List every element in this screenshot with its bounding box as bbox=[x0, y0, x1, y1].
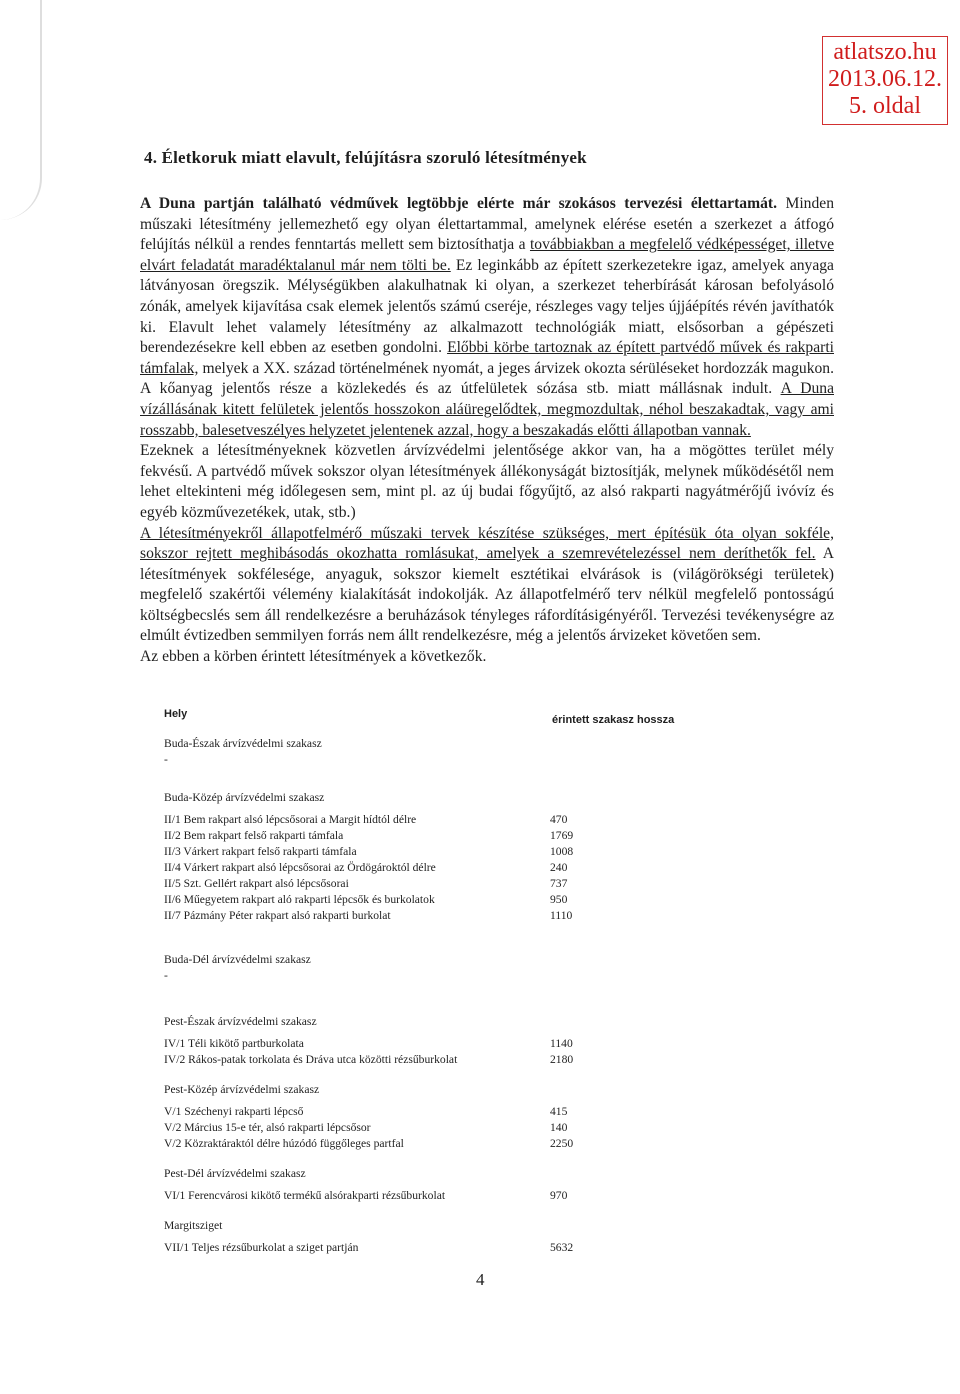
row-length: 737 bbox=[550, 877, 568, 890]
table-region bbox=[164, 736, 604, 768]
p1-text-c: melyek a XX. század történelmének nyomát, a jeges árvizek okozta sérüléseket hordozzák magukon. A kőanyag jelentős része a közlekedés és az útfelületek sózása stb. miatt mállásnak indult. bbox=[140, 359, 834, 398]
region-name: Margitsziget bbox=[164, 1219, 223, 1232]
table-region bbox=[164, 1218, 604, 1256]
page-edge-shadow bbox=[0, 0, 42, 220]
row-place: V/2 Közraktáraktól délre húzódó függőleges partfal bbox=[164, 1137, 404, 1150]
header-place: Hely bbox=[164, 708, 188, 720]
region-name: Pest-Dél árvízvédelmi szakasz bbox=[164, 1167, 306, 1180]
source-stamp bbox=[822, 36, 948, 125]
stamp-page: 5. oldal bbox=[849, 93, 921, 119]
row-place: II/7 Pázmány Péter rakpart alsó rakparti burkolat bbox=[164, 909, 391, 922]
row-length: 5632 bbox=[550, 1241, 574, 1254]
table-region bbox=[164, 1082, 604, 1152]
stamp-date: 2013.06.12. bbox=[828, 66, 942, 92]
region-name: Buda-Dél árvízvédelmi szakasz bbox=[164, 953, 311, 966]
table-region bbox=[164, 1166, 604, 1204]
row-place: V/2 Március 15-e tér, alsó rakparti lépcsősor bbox=[164, 1121, 371, 1134]
row-length: 240 bbox=[550, 861, 568, 874]
table-header bbox=[164, 706, 675, 726]
row-length: 970 bbox=[550, 1189, 568, 1202]
table-row bbox=[164, 1052, 604, 1068]
row-length: 1110 bbox=[550, 909, 573, 922]
row-place: II/4 Várkert rakpart alsó lépcsősorai az Ördögároktól délre bbox=[164, 861, 436, 874]
table-region bbox=[164, 952, 604, 984]
page-number: 4 bbox=[476, 1270, 485, 1289]
region-name: Pest-Közép árvízvédelmi szakasz bbox=[164, 1083, 320, 1096]
table-row bbox=[164, 892, 604, 908]
row-length: 1769 bbox=[550, 829, 574, 842]
table-row bbox=[164, 812, 604, 828]
table-row bbox=[164, 1036, 604, 1052]
section-title: 4. Életkoruk miatt elavult, felújításra szoruló létesítmények bbox=[144, 148, 587, 167]
facility-table bbox=[164, 706, 675, 1256]
table-row bbox=[164, 860, 604, 876]
row-length: 2180 bbox=[550, 1053, 574, 1066]
row-place: VII/1 Teljes rézsűburkolat a sziget partján bbox=[164, 1241, 359, 1254]
table-row bbox=[164, 876, 604, 892]
p1-text-a: Minden műszaki létesítmény jellemezhető egy olyan élettartammal, amelynek elérése esetén a szerkezet a átfogó felújítás nélkül a rendes fenntartás mellett sem biztosíthatja a bbox=[140, 195, 834, 254]
paragraph-3 bbox=[140, 524, 834, 648]
paragraph-2: Ezeknek a létesítményeknek közvetlen árvízvédelmi jelentősége akkor van, ha a mögöttes terület mély fekvésű. A partvédő művek sokszor olyan létesítmények állékonyságát biztosítják, melynek működésétől nem lehet eltekinteni még időlegesen sem, mint pl. az új budai főgyűjtő, az alsó rakparti nagyátmérőjű ivóvíz és egyéb közművezetékek, utak, stb.) bbox=[140, 442, 834, 521]
table-row bbox=[164, 844, 604, 860]
lead-sentence: A Duna partján található védművek legtöbbje elérte már szokásos tervezési élettartamát. bbox=[140, 195, 777, 212]
row-length: 470 bbox=[550, 813, 568, 826]
row-place: V/1 Széchenyi rakparti lépcső bbox=[164, 1105, 304, 1118]
row-length: 415 bbox=[550, 1105, 568, 1118]
p1-underline-2: Előbbi körbe tartoznak az épített partvédő művek és rakparti támfalak, bbox=[140, 339, 834, 377]
row-length: 140 bbox=[550, 1121, 568, 1134]
region-name: Pest-Észak árvízvédelmi szakasz bbox=[164, 1015, 317, 1028]
p1-text-b: Ez leginkább az épített szerkezetekre igaz, amelyek anyaga látványosan öregszik. Mélységükben alakulhatnak ki olyan, a szerkezet teherbírását károsan befolyásoló zónák, amelyek kijavítása csak elemek jelentős számú cseréje, részleges vagy teljes újjáépítés révén javíthatók ki. Elavult lehet valamely létesítmény az alkalmazott technológiák miatt, elsősorban a gépészeti berendezésekre kell ebben az esetben gondolni. bbox=[140, 256, 834, 357]
p3-text: A létesítmények sokfélesége, anyaguk, sokszor kiemelt esztétikai elvárások is (világörökségi területek) megfelelő szakértői vélemény kialakítását indokolják. Az állapotfelmérő terv nélkül megfelelő pontosságú költségbecslés sem áll rendelkezésre a beruházások tényleges ráfordításigényéről. Tervezési tevékenységre az elmúlt évtizedben semmilyen forrás nem állt rendelkezésre, még a jelentős árvizeket követően sem. bbox=[140, 545, 834, 645]
table-region bbox=[164, 1014, 604, 1068]
p1-underline-3: A Duna vízállásának kitett felületek jelentős hosszokon aláüregelődtek, megmozdultak, néhol beszakadtak, vagy ami rosszabb, balesetveszélyes helyzetet jelentenek azzal, hogy a beszakadás előtti állapotban vannak. bbox=[140, 380, 834, 439]
table-body bbox=[164, 736, 604, 1256]
row-place: VI/1 Ferencvárosi kikötő termékű alsórakparti rézsűburkolat bbox=[164, 1189, 446, 1202]
row-place: II/5 Szt. Gellért rakpart alsó lépcsősorai bbox=[164, 877, 349, 890]
row-length: 2250 bbox=[550, 1137, 574, 1150]
region-name: Buda-Észak árvízvédelmi szakasz bbox=[164, 737, 322, 750]
row-length: 950 bbox=[550, 893, 568, 906]
region-name: Buda-Közép árvízvédelmi szakasz bbox=[164, 791, 325, 804]
table-row bbox=[164, 1136, 604, 1152]
p3-underline: A létesítményekről állapotfelmérő műszaki tervek készítése szükséges, mert építésük óta olyan sokféle, sokszor rejtett meghibásodás okozhatta romlásukat, amelyek a szemrevételezéssel nem deríthetők fel. bbox=[140, 524, 834, 563]
table-region bbox=[164, 790, 604, 924]
header-length: érintett szakasz hossza bbox=[552, 714, 675, 726]
row-place: II/1 Bem rakpart alsó lépcsősorai a Margit hídtól délre bbox=[164, 813, 417, 826]
p1-underline-1: továbbiakban a megfelelő védképességet, illetve elvárt feladatát maradéktalanul már nem tölti be. bbox=[140, 236, 834, 274]
row-place: II/2 Bem rakpart felső rakparti támfala bbox=[164, 829, 344, 842]
table-row bbox=[164, 1240, 604, 1256]
stamp-site: atlatszo.hu bbox=[833, 39, 937, 65]
region-empty-dash: - bbox=[164, 753, 168, 766]
paragraph-4: Az ebben a körben érintett létesítmények a következők. bbox=[140, 648, 487, 666]
row-place: II/3 Várkert rakpart felső rakparti támfala bbox=[164, 845, 357, 858]
row-length: 1140 bbox=[550, 1037, 573, 1050]
table-row bbox=[164, 908, 604, 924]
row-place: IV/1 Téli kikötő partburkolata bbox=[164, 1037, 304, 1050]
paragraph-1 bbox=[140, 194, 834, 441]
body-text bbox=[140, 194, 834, 668]
row-place: II/6 Műegyetem rakpart aló rakparti lépcsők és burkolatok bbox=[164, 893, 435, 906]
row-length: 1008 bbox=[550, 845, 574, 858]
table-row bbox=[164, 1188, 604, 1204]
table-row bbox=[164, 828, 604, 844]
region-empty-dash: - bbox=[164, 969, 168, 982]
row-place: IV/2 Rákos-patak torkolata és Dráva utca közötti rézsűburkolat bbox=[164, 1053, 458, 1066]
table-row bbox=[164, 1104, 604, 1120]
table-row bbox=[164, 1120, 604, 1136]
